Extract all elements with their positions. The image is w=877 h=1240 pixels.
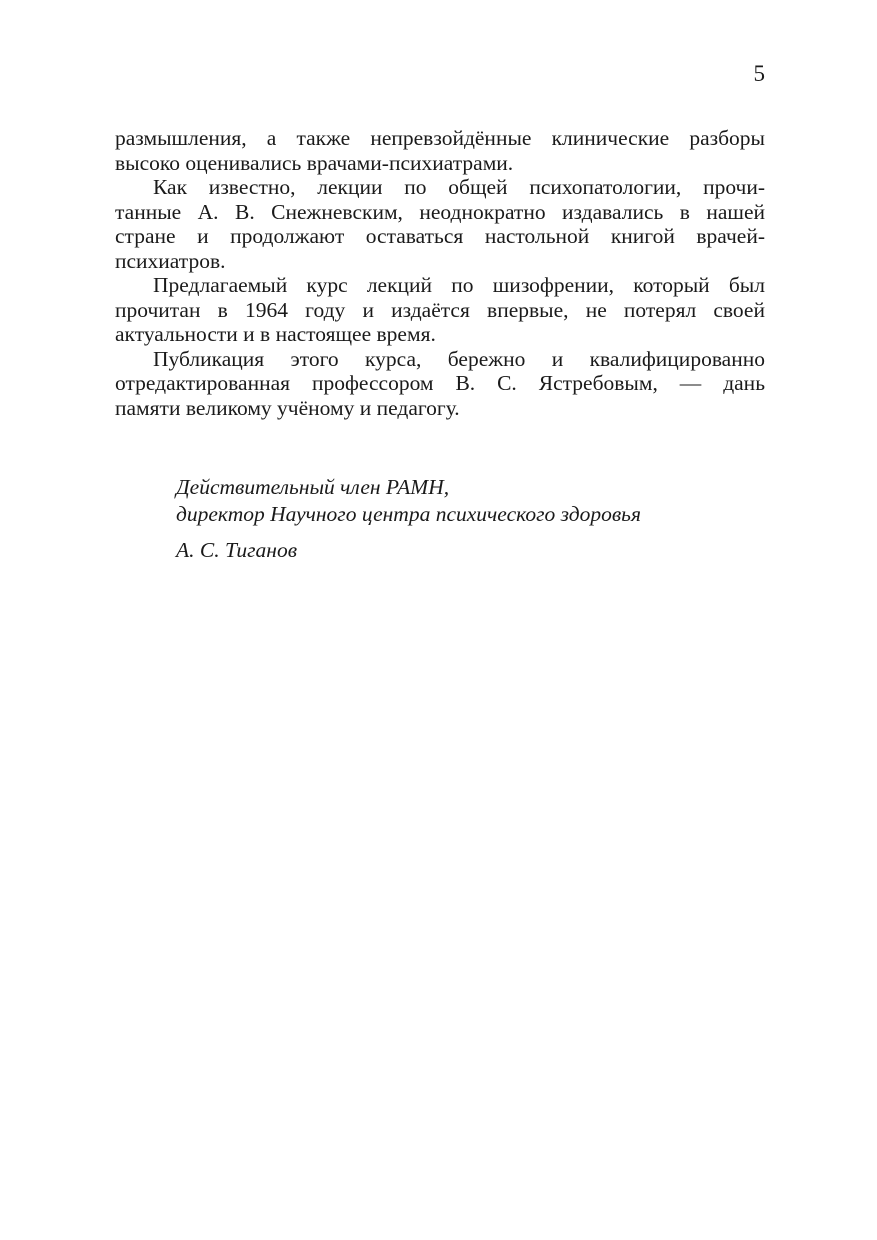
paragraph-4 (115, 347, 765, 421)
signature-block (176, 474, 736, 564)
signature-title-line-1: Действительный член РАМН, (176, 475, 450, 499)
signature-name: А. С. Тиганов (176, 538, 298, 562)
text-line: памяти великому учёному и педагогу. (115, 395, 460, 420)
paragraph-2 (115, 175, 765, 273)
text-line: стране и продолжают оставаться настольной книгой врачей- (115, 224, 765, 248)
text-line: высоко оценивались врачами-психиатрами. (115, 150, 514, 175)
body-text (115, 126, 765, 420)
paragraph-1 (115, 126, 765, 175)
text-line: Как известно, лекции по общей психопатологии, прочи- (153, 175, 765, 199)
text-line: актуальности и в настоящее время. (115, 322, 436, 346)
text-line: психиатров. (115, 248, 226, 273)
text-line: Публикация этого курса, бережно и квалифицированно (153, 346, 765, 371)
paragraph-3 (115, 273, 765, 347)
text-line: прочитан в 1964 году и издаётся впервые, не потерял своей (115, 297, 765, 322)
page-number: 5 (753, 61, 765, 86)
text-line: отредактированная профессором В. С. Ястребовым, — дань (115, 371, 765, 395)
signature-title-line-2: директор Научного центра психического здоровья (176, 502, 641, 526)
text-line: размышления, а также непревзойдённые клинические разборы (115, 126, 765, 150)
text-line: Предлагаемый курс лекций по шизофрении, который был (153, 273, 765, 297)
text-line: танные А. В. Снежневским, неоднократно издавались в нашей (115, 199, 765, 224)
